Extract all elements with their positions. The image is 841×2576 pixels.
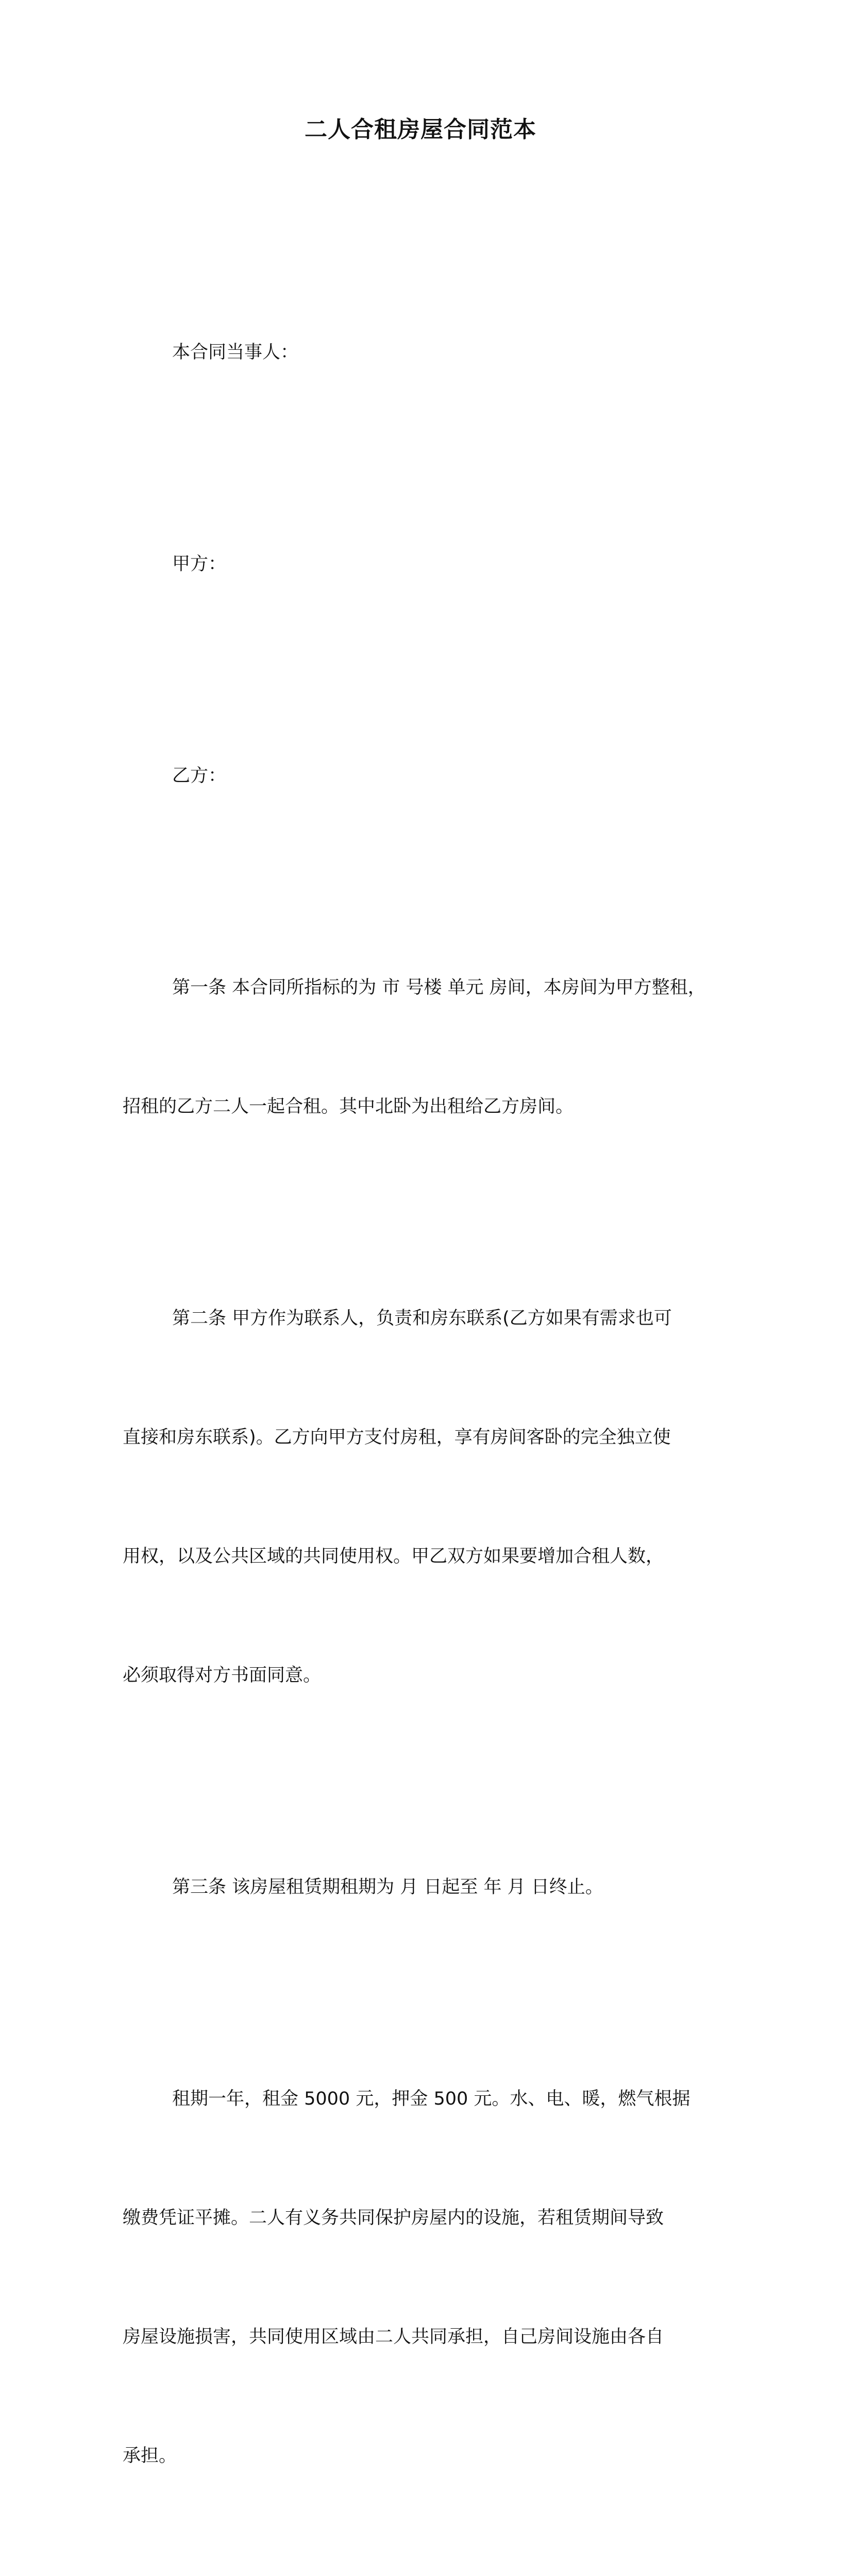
parties-heading	[123, 253, 726, 452]
paragraph-line: 第二条 甲方作为联系人，负责和房东联系(乙方如果有需求也可	[172, 1308, 672, 1329]
paragraph-line: 租期一年，租金 5000 元，押金 500 元。水、电、暖，燃气根据	[172, 2089, 691, 2109]
paragraph-line: 第三条 该房屋租赁期租期为 月 日起至 年 月 日终止。	[172, 1877, 603, 1897]
party-b-line	[123, 677, 726, 875]
paragraph-line: 本合同当事人：	[172, 342, 299, 363]
paragraph-line: 甲方：	[172, 554, 227, 574]
article-3	[123, 1788, 726, 1987]
paragraph-line: 招租的乙方二人一起合租。其中北卧为出租给乙方房间。	[123, 1096, 574, 1117]
paragraph-line: 第一条 本合同所指标的为 市 号楼 单元 房间，本房间为甲方整租，	[172, 977, 706, 998]
paragraph-line: 直接和房东联系)。乙方向甲方支付房租，享有房间客卧的完全独立使	[123, 1427, 671, 1448]
paragraph-line: 承担。	[123, 2446, 177, 2466]
article-4	[123, 2569, 726, 2576]
paragraph-line: 用权，以及公共区域的共同使用权。甲乙双方如果要增加合租人数，	[123, 1546, 664, 1567]
article-2	[123, 1219, 726, 1775]
rent-terms	[123, 2000, 726, 2555]
party-a-line	[123, 465, 726, 664]
document-body	[123, 253, 726, 2576]
paragraph-line: 缴费凭证平摊。二人有义务共同保护房屋内的设施，若租赁期间导致	[123, 2208, 664, 2228]
document-title: 二人合租房屋合同范本	[305, 116, 536, 143]
article-1	[123, 889, 726, 1206]
paragraph-line: 乙方：	[172, 766, 227, 786]
paragraph-line: 必须取得对方书面同意。	[123, 1665, 322, 1686]
paragraph-line: 房屋设施损害，共同使用区域由二人共同承担，自己房间设施由各自	[123, 2327, 664, 2347]
